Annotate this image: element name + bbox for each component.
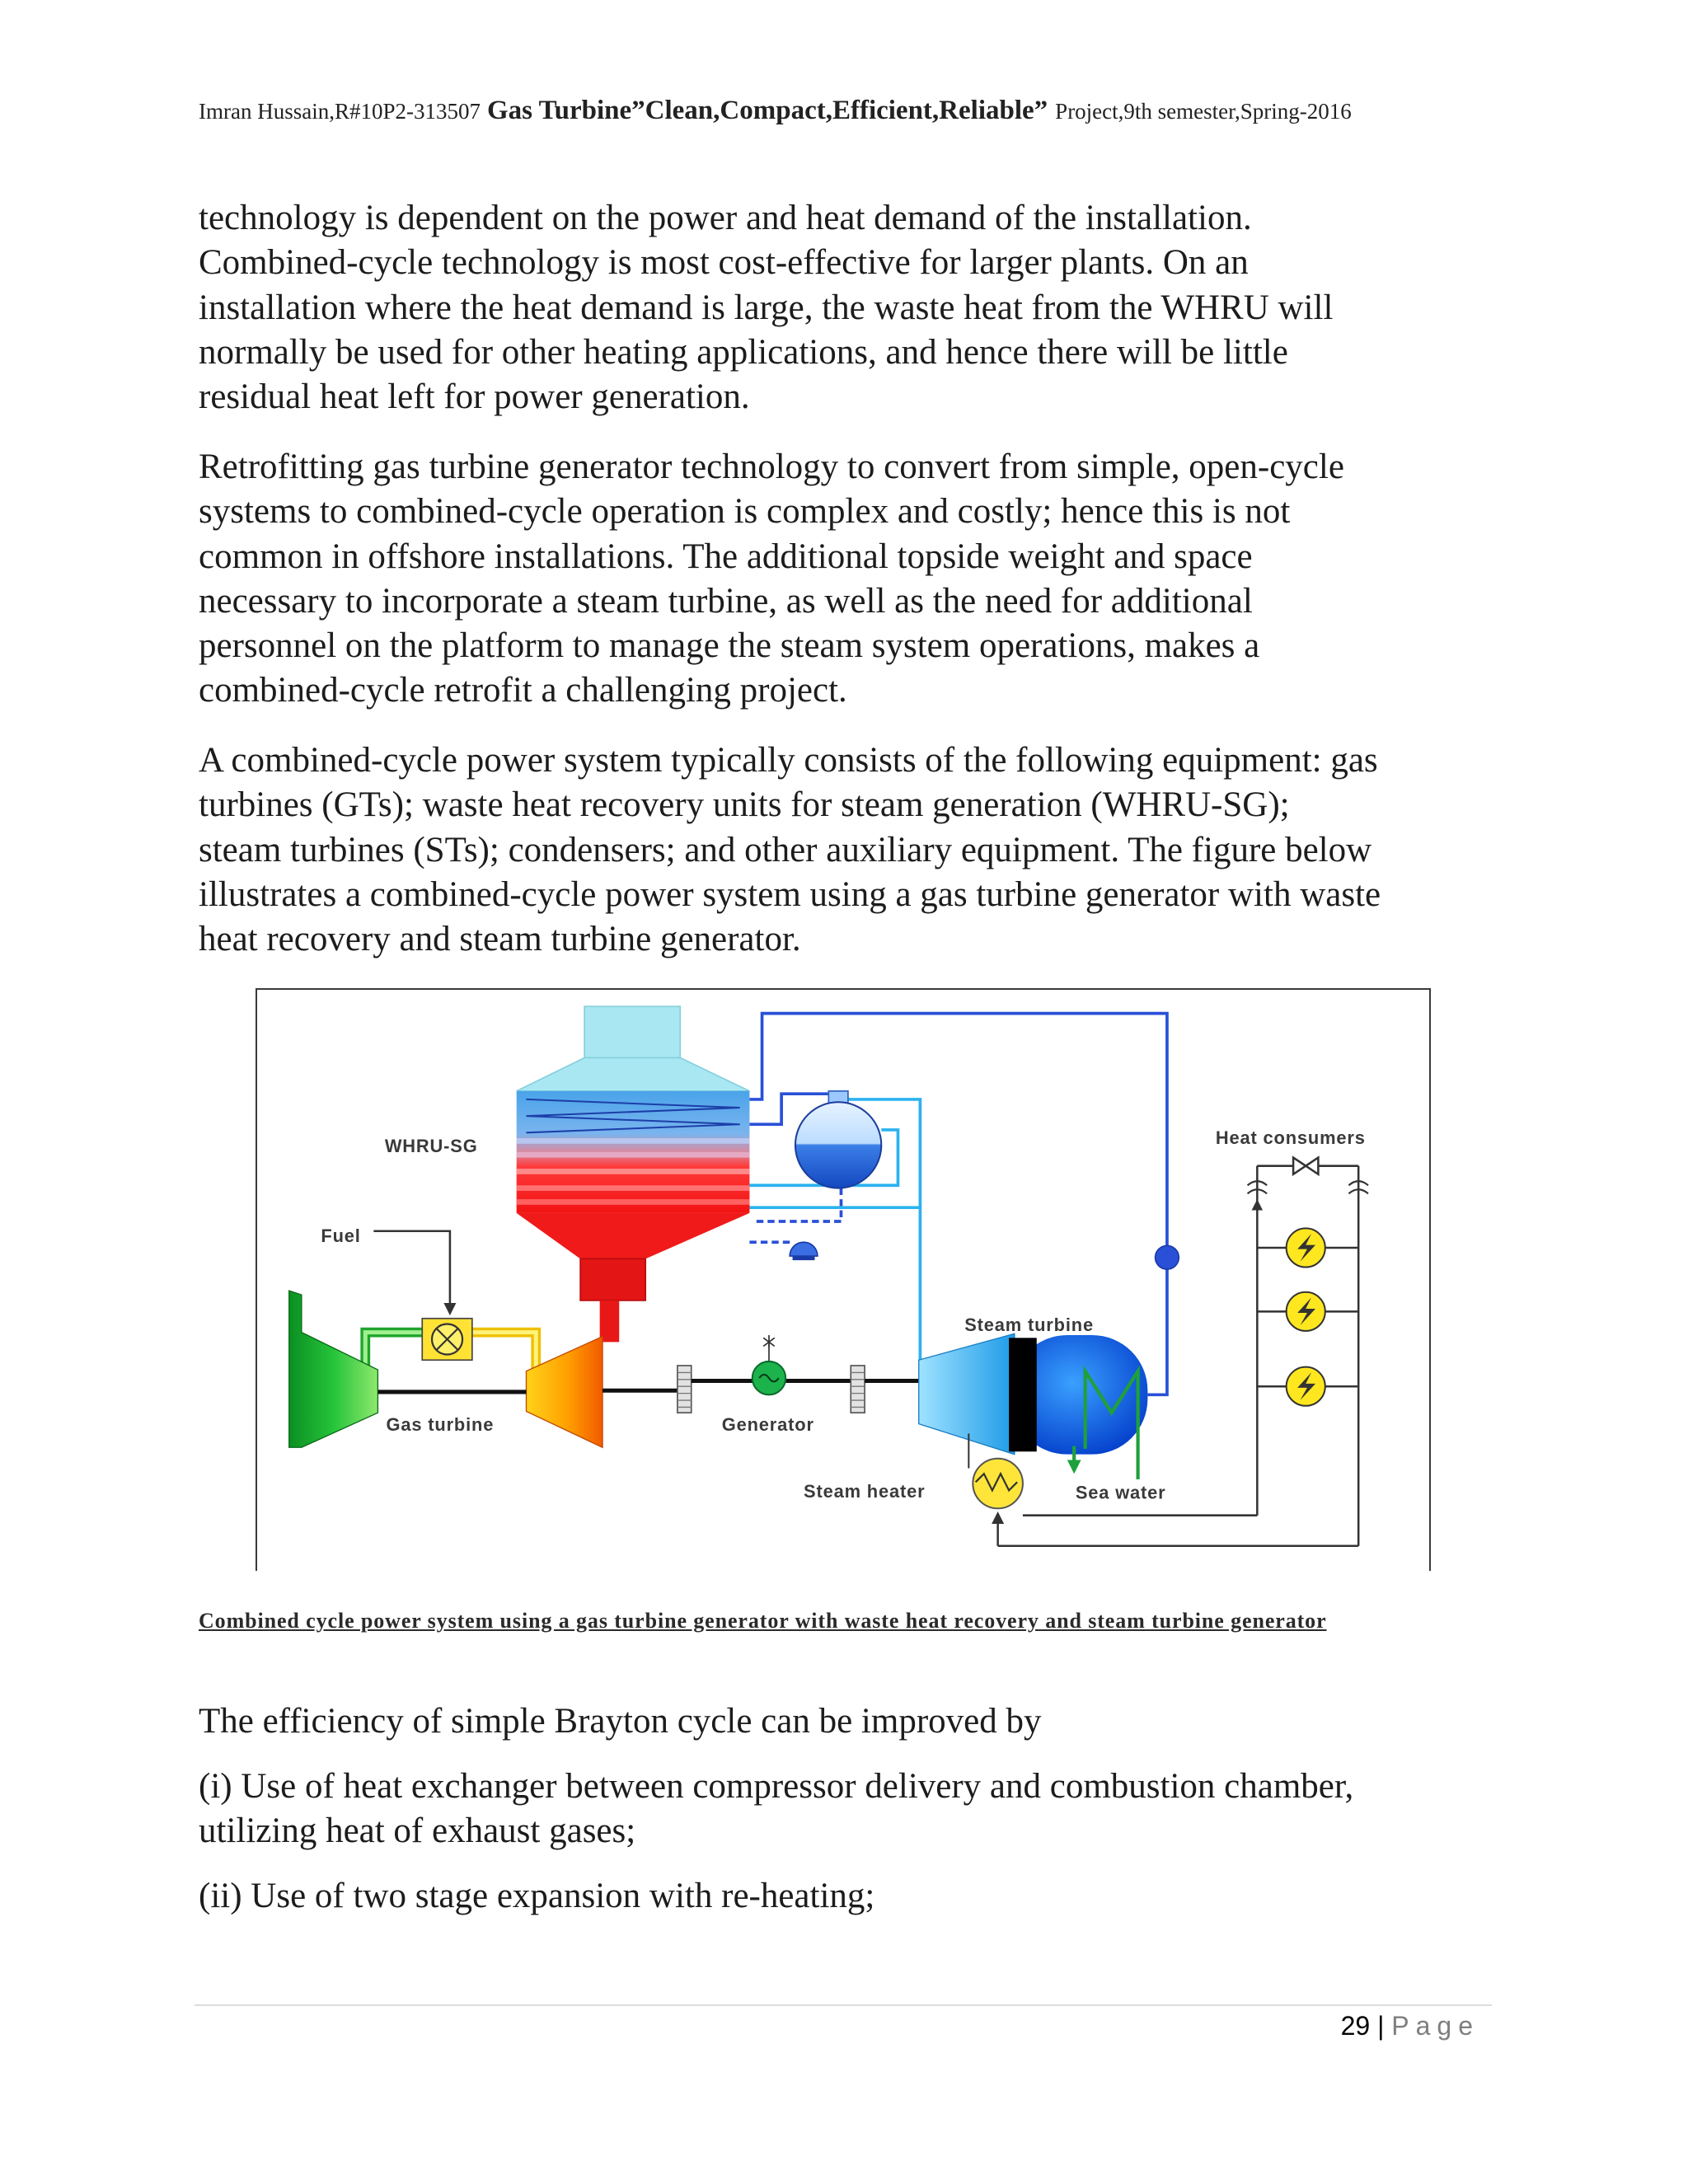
steam-turbine-band [1009, 1338, 1037, 1451]
figure-caption: Combined cycle power system using a gas turbine generator with waste heat recovery and steam turbine generator [199, 1609, 1327, 1633]
paragraph-2 [199, 445, 1344, 714]
label-generator: Generator [721, 1414, 814, 1436]
footer-separator: | [1377, 2011, 1385, 2041]
whru-coil-band [517, 1169, 750, 1174]
steam-drum [790, 1091, 881, 1260]
list-item-line: (ii) Use of two stage expansion with re-heating; [199, 1877, 875, 1915]
paragraph-line: Combined-cycle technology is most cost-effective for larger plants. On an [199, 243, 1249, 283]
compressor-outlet-pipe [365, 1333, 422, 1370]
paragraph-line: common in offshore installations. The additional topside weight and space [199, 537, 1253, 576]
paragraph-line: The efficiency of simple Brayton cycle can be improved by [199, 1702, 1042, 1741]
main-steam-valve-icon [1156, 1245, 1179, 1269]
paragraph-line: A combined-cycle power system typically consists of the following equipment: gas [199, 741, 1378, 780]
fuel-line [373, 1231, 450, 1313]
list-item-line: utilizing heat of exhaust gases; [199, 1811, 636, 1851]
compressor-outlet-pipe-inner [365, 1333, 422, 1370]
figure-frame [256, 988, 1431, 1571]
label-fuel: Fuel [321, 1226, 361, 1247]
paragraph-line: turbines (GTs); waste heat recovery units for steam generation (WHRU-SG); [199, 785, 1290, 825]
page-footer [1341, 2011, 1479, 2041]
label-steam-heater: Steam heater [804, 1480, 926, 1502]
combustor-outlet-pipe [472, 1333, 536, 1370]
paragraph-line: residual heat left for power generation. [199, 377, 750, 417]
feed-pump-base [793, 1256, 815, 1260]
list-item-line: (i) Use of heat exchanger between compressor delivery and combustion chamber, [199, 1767, 1354, 1806]
steam-turbine-casing [919, 1333, 1015, 1454]
footer-divider [195, 2004, 1492, 2006]
whru-coil-band [517, 1185, 750, 1191]
steam-water-piping [749, 1014, 1179, 1395]
running-header [199, 96, 1352, 126]
paragraph-1 [199, 196, 1333, 419]
superheated-steam-line [749, 1207, 920, 1361]
label-whru-sg: WHRU-SG [384, 1135, 478, 1156]
flow-up-arrow-icon [1252, 1199, 1263, 1210]
generator-output-star-icon [763, 1335, 774, 1347]
label-heat-consumers: Heat consumers [1215, 1127, 1366, 1148]
improvements-intro [199, 1699, 1041, 1744]
header-project: Project,9th semester,Spring-2016 [1055, 99, 1352, 124]
heat-consumers-network [1248, 1158, 1368, 1546]
whru-stack-top [584, 1006, 680, 1057]
paragraph-line: Retrofitting gas turbine generator technology to convert from simple, open-cycle [199, 448, 1344, 486]
compressor [289, 1291, 378, 1447]
generator-set [603, 1335, 919, 1413]
page-number: 29 [1340, 2011, 1371, 2041]
improvement-item-1 [199, 1765, 1353, 1854]
paragraph-3 [199, 738, 1381, 962]
exhaust-duct [600, 1301, 620, 1342]
combined-cycle-diagram [257, 990, 1429, 1571]
page-label: Page [1391, 2011, 1479, 2041]
paragraph-line: systems to combined-cycle operation is complex and costly; hence this is not [199, 492, 1291, 532]
combustor-outlet-pipe-inner [472, 1333, 536, 1370]
header-author: Imran Hussain,R#10P2-313507 [199, 99, 481, 124]
whru-lower-cone [517, 1213, 750, 1259]
feed-pump-icon [790, 1242, 818, 1256]
whru-sg-tower [517, 1006, 750, 1342]
paragraph-line: combined-cycle retrofit a challenging project. [199, 671, 847, 710]
steam-turbine-set [919, 1333, 1148, 1479]
improvement-item-2 [199, 1874, 874, 1919]
drum-downcomer-line [757, 1188, 842, 1221]
label-sea-water: Sea water [1075, 1482, 1166, 1503]
paragraph-line: installation where the heat demand is large, the waste heat from the WHRU will [199, 288, 1334, 327]
whru-neck [580, 1258, 645, 1300]
paragraph-line: necessary to incorporate a steam turbine, as well as the need for additional [199, 581, 1253, 621]
paragraph-line: heat recovery and steam turbine generator. [199, 920, 801, 959]
whru-coil-band [517, 1199, 750, 1205]
whru-coil-band [517, 1152, 750, 1158]
header-title: Gas Turbine”Clean,Compact,Efficient,Reliable” [486, 96, 1048, 125]
paragraph-line: steam turbines (STs); condensers; and other auxiliary equipment. The figure below [199, 830, 1372, 869]
label-gas-turbine: Gas turbine [386, 1414, 495, 1436]
whru-stack-cone [517, 1057, 750, 1090]
paragraph-line: technology is dependent on the power and heat demand of the installation. [199, 199, 1252, 237]
drum-icon [795, 1102, 881, 1188]
paragraph-line: personnel on the platform to manage the steam system operations, makes a [199, 626, 1260, 666]
valve-icon [1293, 1158, 1318, 1174]
whru-coil-band [517, 1138, 750, 1144]
paragraph-line: normally be used for other heating applications, and hence there will be little [199, 332, 1288, 372]
label-steam-turbine: Steam turbine [964, 1314, 1094, 1335]
paragraph-line: illustrates a combined-cycle power system using a gas turbine generator with waste [199, 874, 1381, 914]
